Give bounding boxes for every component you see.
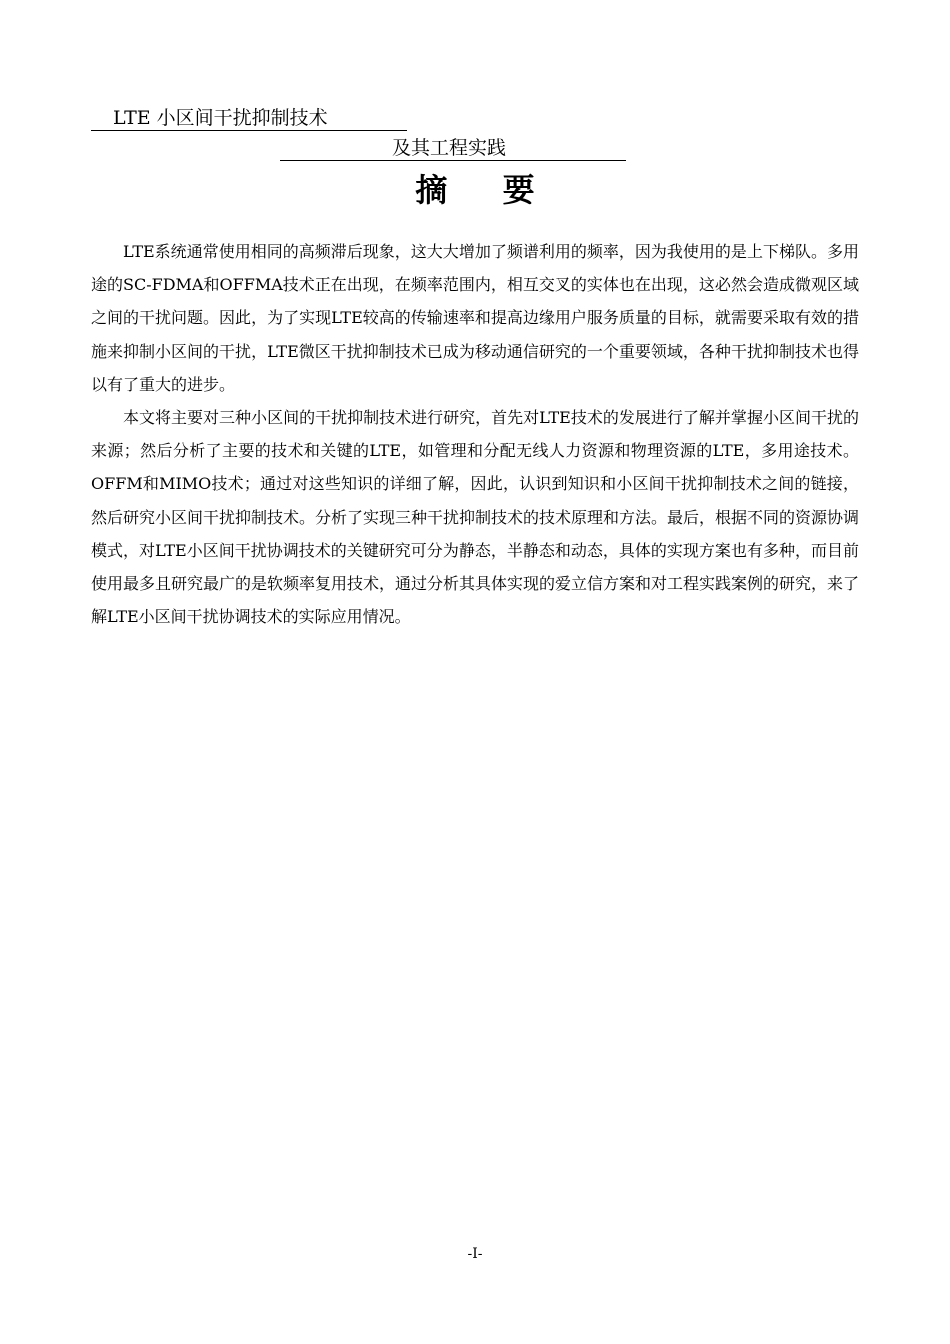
abstract-body: [91, 235, 859, 633]
title-text-1: LTE 小区间干扰抑制技术: [113, 107, 328, 129]
page-number: -I-: [467, 1246, 483, 1262]
title-text-2: 及其工程实践: [392, 137, 507, 159]
abstract-heading: 摘 要: [415, 171, 557, 209]
title-line-1: [91, 106, 407, 131]
abstract-paragraph-2: 本文将主要对三种小区间的干扰抑制技术进行研究，首先对LTE技术的发展进行了解并掌握小区间干扰的来源；然后分析了主要的技术和关键的LTE，如管理和分配无线人力资源和物理资源的LTE，多用途技术。OFFM和MIMO技术；通过对这些知识的详细了解，因此，认识到知识和小区间干扰抑制技术之间的链接，然后研究小区间干扰抑制技术。分析了实现三种干扰抑制技术的技术原理和方法。最后，根据不同的资源协调模式，对LTE小区间干扰协调技术的关键研究可分为静态，半静态和动态，具体的实现方案也有多种，而目前使用最多且研究最广的是软频率复用技术，通过分析其具体实现的爱立信方案和对工程实践案例的研究，来了解LTE小区间干扰协调技术的实际应用情况。: [91, 408, 860, 627]
title-line-2: [280, 136, 626, 161]
abstract-paragraph-1: LTE系统通常使用相同的高频滞后现象，这大大增加了频谱利用的频率，因为我使用的是上下梯队。多用途的SC-FDMA和OFFMA技术正在出现，在频率范围内，相互交叉的实体也在出现，这必然会造成微观区域之间的干扰问题。因此，为了实现LTE较高的传输速率和提高边缘用户服务质量的目标，就需要采取有效的措施来抑制小区间的干扰，LTE微区干扰抑制技术已成为移动通信研究的一个重要领域，各种干扰抑制技术也得以有了重大的进步。: [91, 242, 859, 394]
